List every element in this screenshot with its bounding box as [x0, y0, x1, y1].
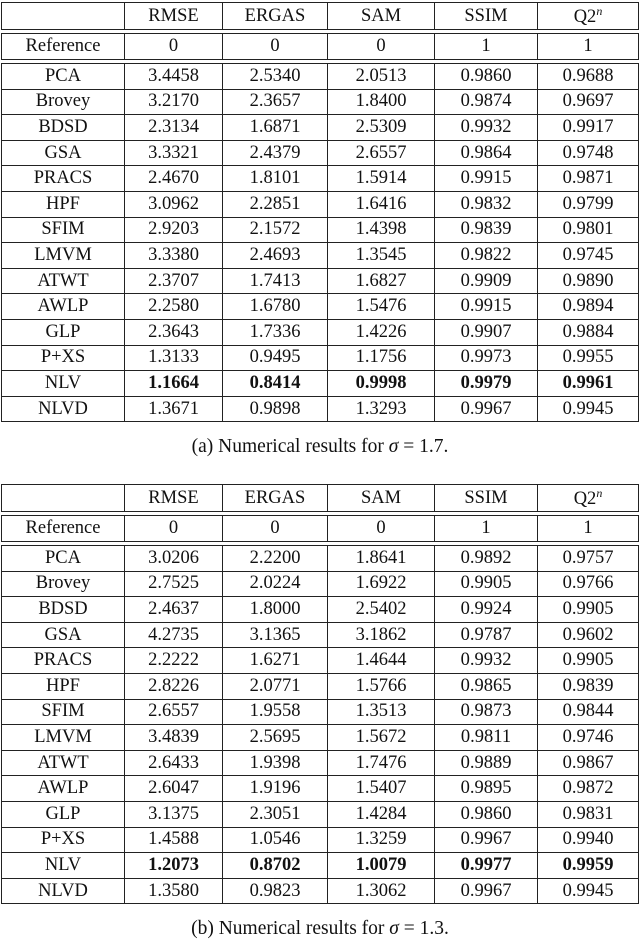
methods-table	[1, 545, 639, 904]
q2-superscript: n	[596, 3, 603, 18]
metric-value-cell: 3.3321	[125, 140, 223, 166]
metric-value-cell: 0.9823	[223, 878, 328, 904]
metric-value-cell: 0.9998	[328, 371, 435, 397]
metric-value-cell: 1.9558	[223, 699, 328, 725]
metric-value-cell: 0.9822	[435, 243, 538, 269]
metric-value-cell: 1.4398	[328, 217, 435, 243]
metric-value-cell: 0.9873	[435, 699, 538, 725]
table-row	[2, 827, 639, 853]
metric-value-cell: 0.9967	[435, 878, 538, 904]
reference-row	[2, 34, 639, 60]
column-header	[223, 485, 328, 512]
metric-value-cell: 1.4284	[328, 801, 435, 827]
metric-value-cell: 1.5766	[328, 673, 435, 699]
reference-cell: 0	[125, 34, 223, 60]
metric-value-cell: 0.9495	[223, 345, 328, 371]
metric-value-cell: 1.3671	[125, 396, 223, 422]
metric-value-cell: 2.0224	[223, 571, 328, 597]
metric-value-cell: 0.9909	[435, 268, 538, 294]
method-name-cell: NLVD	[2, 396, 125, 422]
q2-superscript: n	[596, 485, 603, 500]
metric-value-cell: 2.3657	[223, 89, 328, 115]
method-name-cell: GSA	[2, 622, 125, 648]
metric-value-cell: 1.3062	[328, 878, 435, 904]
metric-value-cell: 0.9961	[538, 371, 639, 397]
metric-value-cell: 2.3707	[125, 268, 223, 294]
results-table-b	[1, 484, 638, 904]
column-header-label: SSIM	[464, 487, 508, 508]
metric-value-cell: 1.6271	[223, 648, 328, 674]
method-name-cell: GLP	[2, 801, 125, 827]
metric-value-cell: 0.9924	[435, 597, 538, 623]
metric-value-cell: 1.1756	[328, 345, 435, 371]
method-name-cell: P+XS	[2, 345, 125, 371]
metric-value-cell: 1.7413	[223, 268, 328, 294]
table-row	[2, 319, 639, 345]
method-name-cell: BDSD	[2, 597, 125, 623]
method-name-cell: PRACS	[2, 166, 125, 192]
method-name-cell: NLV	[2, 371, 125, 397]
metric-value-cell: 1.3293	[328, 396, 435, 422]
metric-value-cell: 0.9831	[538, 801, 639, 827]
metric-value-cell: 0.9757	[538, 546, 639, 572]
table-row	[2, 801, 639, 827]
metric-value-cell: 1.5407	[328, 776, 435, 802]
metric-value-cell: 1.6922	[328, 571, 435, 597]
metric-value-cell: 0.9932	[435, 115, 538, 141]
metric-value-cell: 2.3051	[223, 801, 328, 827]
metric-value-cell: 0.9864	[435, 140, 538, 166]
metric-value-cell: 2.6557	[328, 140, 435, 166]
column-header	[435, 485, 538, 512]
table-row	[2, 166, 639, 192]
metric-value-cell: 3.4839	[125, 725, 223, 751]
column-header-label: SSIM	[464, 5, 508, 26]
metric-value-cell: 0.9959	[538, 853, 639, 879]
metric-value-cell: 1.4644	[328, 648, 435, 674]
metric-value-cell: 0.9872	[538, 776, 639, 802]
column-header	[223, 3, 328, 30]
table-row	[2, 725, 639, 751]
metric-value-cell: 1.4588	[125, 827, 223, 853]
reference-row	[2, 516, 639, 542]
method-name-cell: NLVD	[2, 878, 125, 904]
column-header	[2, 3, 125, 30]
table-row	[2, 648, 639, 674]
table-row	[2, 546, 639, 572]
metric-value-cell: 0.9907	[435, 319, 538, 345]
metric-value-cell: 0.9787	[435, 622, 538, 648]
metric-value-cell: 3.1375	[125, 801, 223, 827]
metric-value-cell: 0.9940	[538, 827, 639, 853]
metric-value-cell: 3.0962	[125, 191, 223, 217]
reference-cell: 0	[125, 516, 223, 542]
metric-value-cell: 1.9196	[223, 776, 328, 802]
column-header	[538, 485, 639, 512]
metric-value-cell: 1.3259	[328, 827, 435, 853]
metric-value-cell: 0.9905	[538, 648, 639, 674]
table-row	[2, 140, 639, 166]
caption-sigma: σ	[389, 918, 399, 939]
table-row	[2, 853, 639, 879]
metric-value-cell: 0.9697	[538, 89, 639, 115]
metric-value-cell: 0.9801	[538, 217, 639, 243]
metric-value-cell: 0.9799	[538, 191, 639, 217]
method-name-cell: P+XS	[2, 827, 125, 853]
metric-value-cell: 1.5476	[328, 294, 435, 320]
metric-value-cell: 0.9915	[435, 294, 538, 320]
table-row	[2, 345, 639, 371]
caption-prefix: (b) Numerical results for	[191, 918, 390, 939]
method-name-cell: Brovey	[2, 89, 125, 115]
column-header	[328, 485, 435, 512]
metric-value-cell: 3.0206	[125, 546, 223, 572]
table-row	[2, 571, 639, 597]
metric-value-cell: 2.4670	[125, 166, 223, 192]
metric-value-cell: 1.5672	[328, 725, 435, 751]
metric-value-cell: 1.3133	[125, 345, 223, 371]
metric-value-cell: 2.5340	[223, 64, 328, 90]
metric-value-cell: 0.9905	[538, 597, 639, 623]
table-row	[2, 622, 639, 648]
metric-value-cell: 0.9867	[538, 750, 639, 776]
metric-value-cell: 2.4693	[223, 243, 328, 269]
reference-cell: 0	[223, 34, 328, 60]
table-row	[2, 217, 639, 243]
metric-value-cell: 2.2222	[125, 648, 223, 674]
metric-value-cell: 1.9398	[223, 750, 328, 776]
table-row	[2, 878, 639, 904]
column-header	[538, 3, 639, 30]
table-row	[2, 294, 639, 320]
table-row	[2, 699, 639, 725]
reference-cell: 0	[328, 516, 435, 542]
caption-suffix: = 1.3.	[398, 918, 449, 939]
metric-value-cell: 2.4637	[125, 597, 223, 623]
reference-cell: Reference	[2, 516, 125, 542]
metric-value-cell: 1.1664	[125, 371, 223, 397]
metric-value-cell: 1.8400	[328, 89, 435, 115]
reference-cell: 1	[435, 516, 538, 542]
methods-table	[1, 63, 639, 422]
header-row	[2, 3, 639, 30]
metric-value-cell: 0.9832	[435, 191, 538, 217]
method-name-cell: AWLP	[2, 776, 125, 802]
metric-value-cell: 0.9860	[435, 64, 538, 90]
metric-value-cell: 2.1572	[223, 217, 328, 243]
metric-value-cell: 2.8226	[125, 673, 223, 699]
header-table	[1, 2, 639, 30]
column-header	[328, 3, 435, 30]
column-header-label: SAM	[360, 487, 402, 508]
metric-value-cell: 0.9945	[538, 396, 639, 422]
metric-value-cell: 1.3580	[125, 878, 223, 904]
metric-value-cell: 3.2170	[125, 89, 223, 115]
metric-value-cell: 0.9894	[538, 294, 639, 320]
column-header-label: Q2	[573, 489, 597, 510]
metric-value-cell: 1.7336	[223, 319, 328, 345]
metric-value-cell: 4.2735	[125, 622, 223, 648]
metric-value-cell: 0.9967	[435, 827, 538, 853]
table-row	[2, 396, 639, 422]
metric-value-cell: 0.9688	[538, 64, 639, 90]
metric-value-cell: 2.3134	[125, 115, 223, 141]
metric-value-cell: 2.5695	[223, 725, 328, 751]
metric-value-cell: 0.9895	[435, 776, 538, 802]
metric-value-cell: 0.9945	[538, 878, 639, 904]
method-name-cell: NLV	[2, 853, 125, 879]
metric-value-cell: 1.4226	[328, 319, 435, 345]
reference-cell: Reference	[2, 34, 125, 60]
method-name-cell: HPF	[2, 191, 125, 217]
metric-value-cell: 1.6871	[223, 115, 328, 141]
table-caption	[0, 918, 640, 940]
metric-value-cell: 0.9967	[435, 396, 538, 422]
results-table-a	[1, 2, 638, 422]
method-name-cell: AWLP	[2, 294, 125, 320]
metric-value-cell: 3.4458	[125, 64, 223, 90]
metric-value-cell: 2.6433	[125, 750, 223, 776]
table-row	[2, 89, 639, 115]
caption-sigma: σ	[388, 436, 399, 457]
metric-value-cell: 0.8702	[223, 853, 328, 879]
metric-value-cell: 0.9898	[223, 396, 328, 422]
table-row	[2, 750, 639, 776]
metric-value-cell: 0.9839	[538, 673, 639, 699]
method-name-cell: Brovey	[2, 571, 125, 597]
metric-value-cell: 2.2580	[125, 294, 223, 320]
metric-value-cell: 0.9746	[538, 725, 639, 751]
metric-value-cell: 0.9892	[435, 546, 538, 572]
metric-value-cell: 0.9871	[538, 166, 639, 192]
metric-value-cell: 1.3545	[328, 243, 435, 269]
metric-value-cell: 0.9915	[435, 166, 538, 192]
metric-value-cell: 2.6047	[125, 776, 223, 802]
header-row	[2, 485, 639, 512]
metric-value-cell: 1.8641	[328, 546, 435, 572]
column-header-label: SAM	[360, 5, 402, 26]
metric-value-cell: 0.9860	[435, 801, 538, 827]
table-row	[2, 597, 639, 623]
metric-value-cell: 1.8000	[223, 597, 328, 623]
table-row	[2, 268, 639, 294]
reference-cell: 1	[538, 34, 639, 60]
metric-value-cell: 1.6416	[328, 191, 435, 217]
metric-value-cell: 2.4379	[223, 140, 328, 166]
metric-value-cell: 0.9905	[435, 571, 538, 597]
metric-value-cell: 0.9602	[538, 622, 639, 648]
method-name-cell: SFIM	[2, 699, 125, 725]
metric-value-cell: 1.7476	[328, 750, 435, 776]
metric-value-cell: 0.9979	[435, 371, 538, 397]
metric-value-cell: 0.9839	[435, 217, 538, 243]
column-header	[435, 3, 538, 30]
column-header-label: ERGAS	[244, 487, 306, 508]
metric-value-cell: 0.9917	[538, 115, 639, 141]
column-header-label: Q2	[573, 7, 597, 28]
method-name-cell: PCA	[2, 546, 125, 572]
column-header	[125, 485, 223, 512]
reference-table	[1, 515, 639, 542]
metric-value-cell: 3.1365	[223, 622, 328, 648]
metric-value-cell: 0.9844	[538, 699, 639, 725]
method-name-cell: SFIM	[2, 217, 125, 243]
column-header	[125, 3, 223, 30]
metric-value-cell: 2.2200	[223, 546, 328, 572]
metric-value-cell: 0.8414	[223, 371, 328, 397]
method-name-cell: GSA	[2, 140, 125, 166]
metric-value-cell: 3.3380	[125, 243, 223, 269]
metric-value-cell: 1.0079	[328, 853, 435, 879]
caption-suffix: = 1.7.	[398, 436, 449, 457]
method-name-cell: PCA	[2, 64, 125, 90]
column-header-label: ERGAS	[244, 5, 306, 26]
metric-value-cell: 1.6780	[223, 294, 328, 320]
metric-value-cell: 1.3513	[328, 699, 435, 725]
metric-value-cell: 0.9811	[435, 725, 538, 751]
metric-value-cell: 2.3643	[125, 319, 223, 345]
metric-value-cell: 0.9889	[435, 750, 538, 776]
table-row	[2, 776, 639, 802]
metric-value-cell: 0.9955	[538, 345, 639, 371]
metric-value-cell: 1.0546	[223, 827, 328, 853]
table-row	[2, 64, 639, 90]
metric-value-cell: 0.9884	[538, 319, 639, 345]
metric-value-cell: 2.9203	[125, 217, 223, 243]
reference-cell: 0	[328, 34, 435, 60]
table-caption	[0, 436, 640, 458]
method-name-cell: GLP	[2, 319, 125, 345]
table-row	[2, 243, 639, 269]
metric-value-cell: 0.9890	[538, 268, 639, 294]
metric-value-cell: 0.9973	[435, 345, 538, 371]
column-header-label: RMSE	[148, 5, 199, 26]
metric-value-cell: 0.9745	[538, 243, 639, 269]
reference-table	[1, 33, 639, 60]
column-header-label: RMSE	[148, 487, 199, 508]
metric-value-cell: 2.0513	[328, 64, 435, 90]
metric-value-cell: 0.9748	[538, 140, 639, 166]
metric-value-cell: 2.2851	[223, 191, 328, 217]
method-name-cell: ATWT	[2, 750, 125, 776]
table-row	[2, 371, 639, 397]
method-name-cell: ATWT	[2, 268, 125, 294]
metric-value-cell: 2.7525	[125, 571, 223, 597]
table-row	[2, 191, 639, 217]
metric-value-cell: 2.6557	[125, 699, 223, 725]
method-name-cell: HPF	[2, 673, 125, 699]
metric-value-cell: 2.5402	[328, 597, 435, 623]
metric-value-cell: 0.9874	[435, 89, 538, 115]
method-name-cell: BDSD	[2, 115, 125, 141]
method-name-cell: LMVM	[2, 725, 125, 751]
method-name-cell: PRACS	[2, 648, 125, 674]
metric-value-cell: 2.0771	[223, 673, 328, 699]
metric-value-cell: 3.1862	[328, 622, 435, 648]
table-row	[2, 673, 639, 699]
metric-value-cell: 1.6827	[328, 268, 435, 294]
reference-cell: 1	[435, 34, 538, 60]
column-header	[2, 485, 125, 512]
metric-value-cell: 0.9865	[435, 673, 538, 699]
metric-value-cell: 0.9977	[435, 853, 538, 879]
metric-value-cell: 0.9766	[538, 571, 639, 597]
caption-prefix: (a) Numerical results for	[191, 436, 389, 457]
header-table	[1, 484, 639, 512]
reference-cell: 0	[223, 516, 328, 542]
metric-value-cell: 0.9932	[435, 648, 538, 674]
metric-value-cell: 2.5309	[328, 115, 435, 141]
metric-value-cell: 1.8101	[223, 166, 328, 192]
table-row	[2, 115, 639, 141]
metric-value-cell: 1.5914	[328, 166, 435, 192]
reference-cell: 1	[538, 516, 639, 542]
metric-value-cell: 1.2073	[125, 853, 223, 879]
method-name-cell: LMVM	[2, 243, 125, 269]
